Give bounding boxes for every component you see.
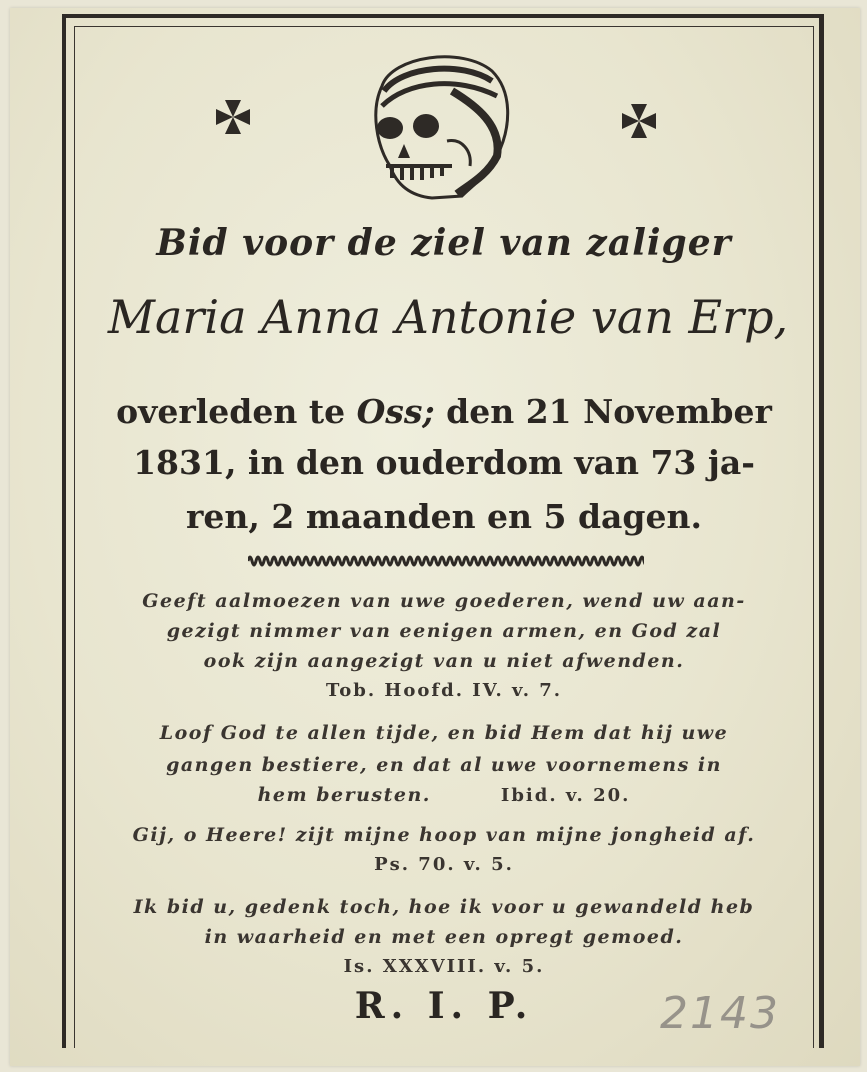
death-line-1-start: overleden te — [116, 392, 357, 431]
maltese-cross-left-icon — [214, 98, 252, 136]
verse-1-reference: Tob. Hoofd. IV. v. 7. — [325, 680, 563, 701]
closing-rip: R. I. P. — [354, 985, 534, 1027]
verse-2-line-1: Loof God te allen tijde, en bid Hem dat hij uwe — [159, 722, 729, 744]
verse-3-line-1: Gij, o Heere! zijt mijne hoop van mijne jongheid af. — [132, 824, 756, 846]
deceased-name: Maria Anna Antonie van Erp, — [107, 290, 789, 344]
verse-4-line-2: in waarheid en met een opregt gemoed. — [204, 926, 684, 948]
verse-2-line-3 — [74, 780, 814, 811]
verse-1-line-1: Geeft aalmoezen van uwe goederen, wend uw aan- — [142, 590, 746, 612]
death-line-3: ren, 2 maanden en 5 dagen. — [186, 497, 702, 536]
death-place: Oss; — [356, 392, 435, 431]
death-line-1-end: den 21 November — [434, 392, 772, 431]
verse-1-line-2: gezigt nimmer van eenigen armen, en God zal — [166, 620, 722, 642]
skull-icon — [352, 46, 514, 204]
verse-2-last-line: hem berusten. — [257, 784, 431, 806]
death-line-2: 1831, in den ouderdom van 73 ja- — [133, 443, 755, 482]
verse-2-line-2: gangen bestiere, en dat al uwe voornemens in — [166, 754, 722, 776]
verse-1-line-3: ook zijn aangezigt van u niet afwenden. — [203, 650, 685, 672]
pencil-inventory-number: 2143 — [660, 988, 780, 1039]
verse-4-line-1: Ik bid u, gedenk toch, hoe ik voor u gewandeld heb — [133, 896, 755, 918]
verse-3-reference: Ps. 70. v. 5. — [374, 854, 514, 875]
verse-4-reference: Is. XXXVIII. v. 5. — [343, 956, 545, 977]
wavy-divider-ornament — [248, 550, 644, 572]
maltese-cross-right-icon — [620, 102, 658, 140]
heading-prayer: Bid voor de ziel van zaliger — [156, 222, 732, 264]
death-line-1 — [74, 385, 814, 439]
verse-2-reference: Ibid. v. 20. — [500, 785, 631, 806]
